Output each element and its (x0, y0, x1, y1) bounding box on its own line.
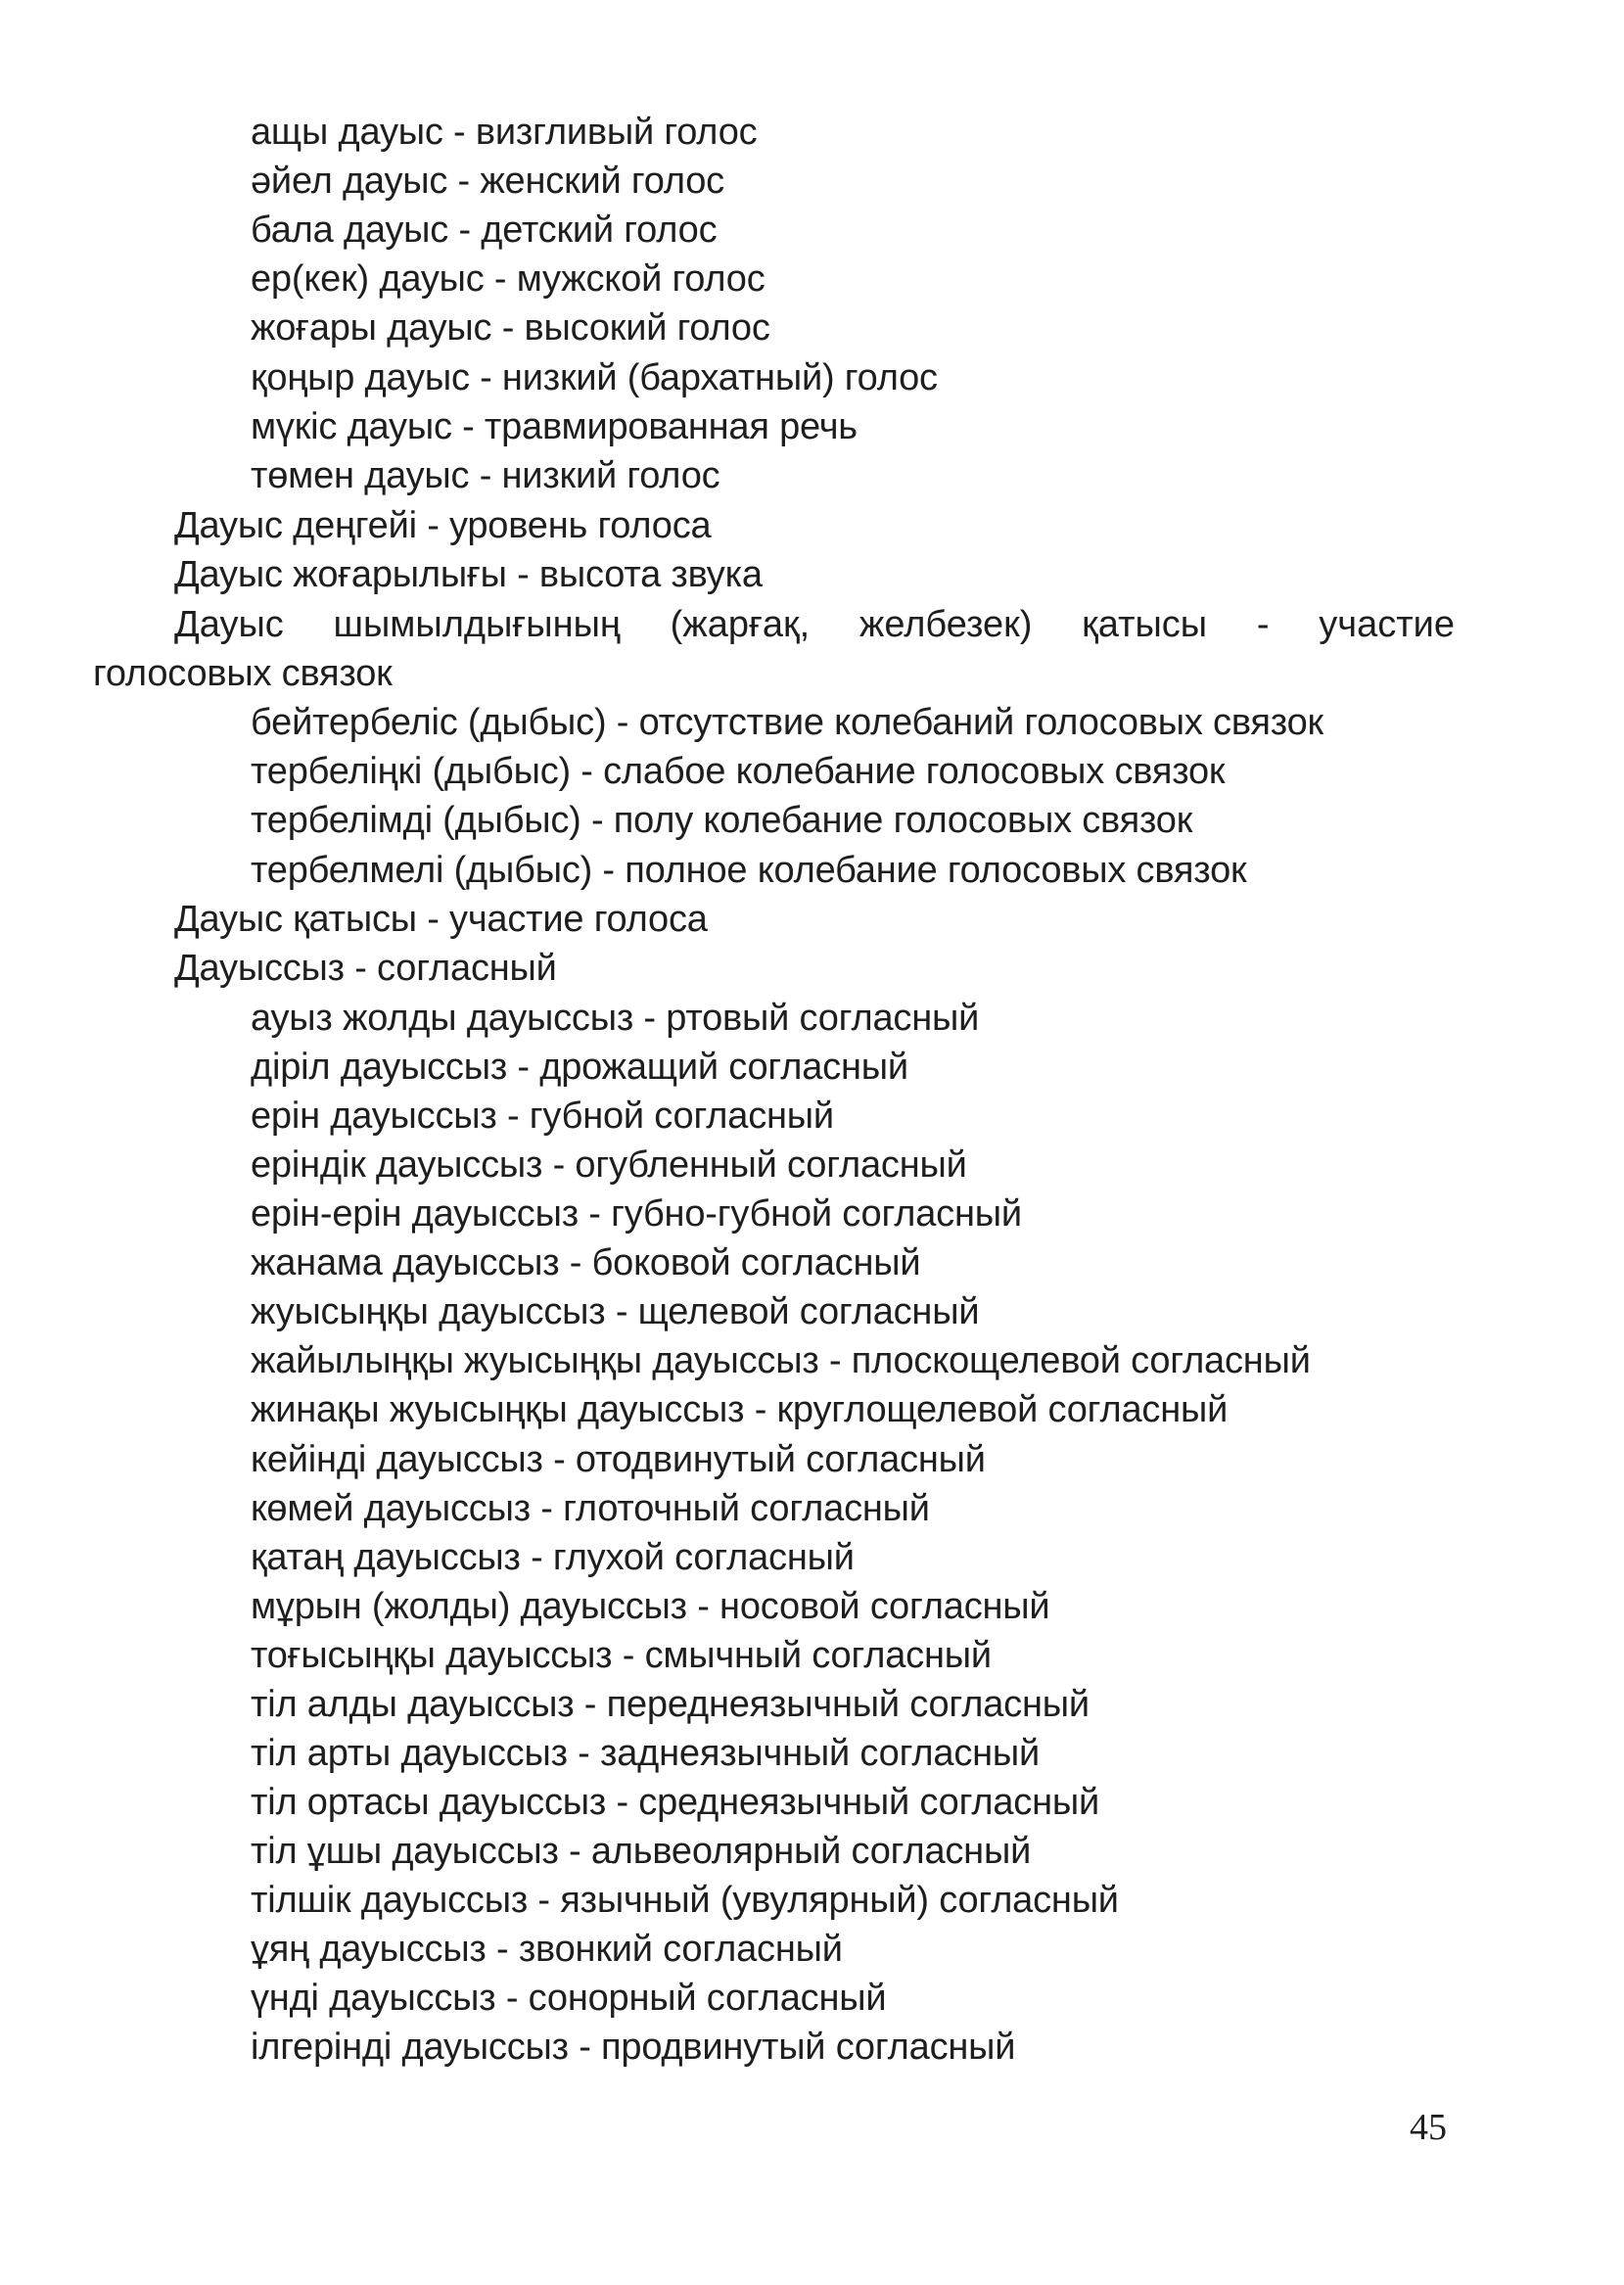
glossary-entry: жоғары дауыс - высокий голос (251, 307, 770, 349)
glossary-entry: жайылыңқы жуысыңқы дауыссыз - плоскощелевой согласный (251, 1340, 1311, 1381)
glossary-entry: ерін-ерін дауыссыз - губно-губной согласный (251, 1193, 1022, 1235)
glossary-heading-entry: Дауыс деңгейі - уровень голоса (174, 505, 712, 546)
glossary-entry: тербелімді (дыбыс) - полу колебание голосовых связок (251, 800, 1193, 841)
glossary-entry: көмей дауыссыз - глоточный согласный (251, 1488, 930, 1529)
glossary-heading-entry-continuation: голосовых связок (93, 653, 393, 694)
glossary-entry: ерін дауыссыз - губной согласный (251, 1096, 834, 1137)
glossary-heading-entry: Дауыс жоғарылығы - высота звука (174, 554, 763, 595)
glossary-entry: кейінді дауыссыз - отодвинутый согласный (251, 1439, 986, 1480)
glossary-heading-entry: Дауыс қатысы - участие голоса (174, 899, 708, 940)
glossary-heading-entry: Дауыссыз - согласный (174, 948, 557, 989)
glossary-entry: ұяң дауыссыз - звонкий согласный (251, 1929, 843, 1970)
glossary-entry: тіл алды дауыссыз - переднеязычный согласный (251, 1684, 1090, 1725)
glossary-entry: мұрын (жолды) дауыссыз - носовой согласный (251, 1586, 1050, 1627)
glossary-entry: бейтербеліс (дыбыс) - отсутствие колебаний голосовых связок (251, 702, 1323, 743)
glossary-entry: діріл дауыссыз - дрожащий согласный (251, 1047, 908, 1088)
glossary-entry: қоңыр дауыс - низкий (бархатный) голос (251, 357, 938, 398)
glossary-entry: ащы дауыс - визгливый голос (251, 112, 758, 153)
glossary-entry: төмен дауыс - низкий голос (251, 455, 720, 496)
glossary-entry: үнді дауыссыз - сонорный согласный (251, 1978, 887, 2019)
glossary-entry: жинақы жуысыңқы дауыссыз - круглощелевой согласный (251, 1389, 1229, 1430)
glossary-heading-entry: Дауыс шымылдығының (жарғақ, желбезек) қатысы - участие (174, 604, 1455, 645)
glossary-entry: тіл ұшы дауыссыз - альвеолярный согласный (251, 1831, 1032, 1872)
glossary-entry: қатаң дауыссыз - глухой согласный (251, 1537, 855, 1578)
glossary-entry: әйел дауыс - женский голос (251, 161, 724, 202)
glossary-entry: тілшік дауыссыз - язычный (увулярный) согласный (251, 1880, 1119, 1921)
glossary-entry: тіл ортасы дауыссыз - среднеязычный согласный (251, 1782, 1100, 1823)
glossary-entry: тербеліңкі (дыбыс) - слабое колебание голосовых связок (251, 751, 1226, 792)
glossary-entry: тоғысыңқы дауыссыз - смычный согласный (251, 1635, 992, 1676)
page-number: 45 (1410, 2107, 1447, 2148)
glossary-entry: жанама дауыссыз - боковой согласный (251, 1242, 921, 1283)
glossary-entry: ауыз жолды дауыссыз - ртовый согласный (251, 998, 980, 1039)
glossary-entry: ер(кек) дауыс - мужской голос (251, 258, 766, 300)
glossary-entry: тербелмелі (дыбыс) - полное колебание голосовых связок (251, 850, 1247, 891)
glossary-entry: жуысыңқы дауыссыз - щелевой согласный (251, 1291, 980, 1332)
glossary-entry: тіл арты дауыссыз - заднеязычный согласный (251, 1733, 1041, 1774)
glossary-entry: мүкіс дауыс - травмированная речь (251, 406, 858, 447)
glossary-entry: ілгерінді дауыссыз - продвинутый согласный (251, 2027, 1016, 2068)
glossary-entry: еріндік дауыссыз - огубленный согласный (251, 1144, 967, 1186)
glossary-entry: бала дауыс - детский голос (251, 210, 718, 251)
